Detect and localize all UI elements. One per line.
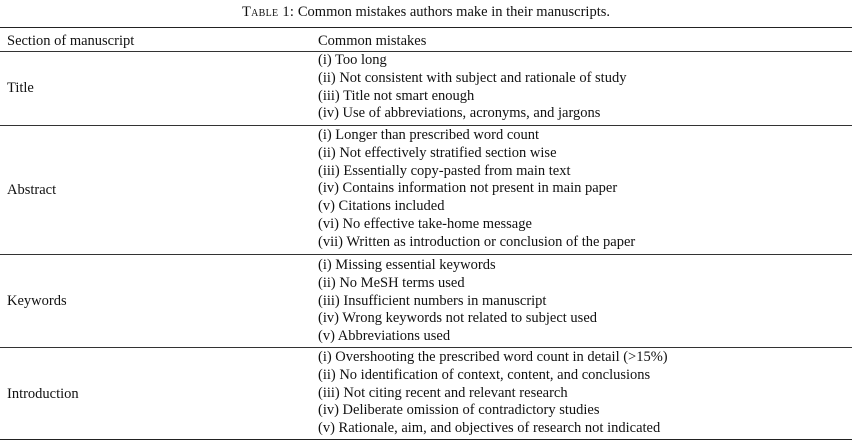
list-item: (i) Missing essential keywords (318, 257, 496, 273)
list-item: (v) Abbreviations used (318, 328, 451, 345)
list-item: (iii) Insufficient numbers in manuscript (318, 292, 547, 309)
bottom-rule (0, 439, 852, 440)
table-caption (0, 3, 852, 21)
header-section: Section of manuscript (7, 33, 135, 49)
section-keywords: Keywords (7, 293, 67, 309)
section-title: Title (7, 80, 34, 96)
list-item: (iv) Wrong keywords not related to subject used (318, 310, 598, 327)
list-item: (iii) Essentially copy-pasted from main text (318, 162, 571, 179)
mistakes-list-introduction (318, 349, 668, 438)
list-item: (iv) Use of abbreviations, acronyms, and jargons (318, 105, 601, 122)
list-item: (iii) Title not smart enough (318, 87, 475, 104)
list-item: (i) Overshooting the prescribed word count in detail (>15%) (318, 349, 668, 365)
row-divider (0, 125, 852, 126)
list-item: (ii) No MeSH terms used (318, 274, 465, 291)
list-item: (i) Longer than prescribed word count (318, 127, 540, 143)
row-divider (0, 254, 852, 255)
header-mistakes: Common mistakes (318, 33, 427, 49)
list-item: (iv) Contains information not present in main paper (318, 180, 618, 197)
list-item: (v) Citations included (318, 198, 445, 215)
mistakes-list-keywords (318, 257, 597, 346)
list-item: (v) Rationale, aim, and objectives of research not indicated (318, 420, 661, 437)
list-item: (ii) Not effectively stratified section wise (318, 144, 557, 161)
list-item: (iii) Not citing recent and relevant research (318, 384, 568, 401)
list-item: (vi) No effective take-home message (318, 215, 532, 232)
table-caption-text: Common mistakes authors make in their manuscripts. (297, 4, 610, 20)
top-rule (0, 27, 852, 28)
table-caption-label: Table 1: (241, 4, 295, 20)
mistakes-list-abstract (318, 127, 635, 252)
list-item: (iv) Deliberate omission of contradictory studies (318, 402, 600, 419)
list-item: (i) Too long (318, 52, 387, 68)
list-item: (ii) No identification of context, content, and conclusions (318, 366, 651, 383)
section-abstract: Abstract (7, 182, 57, 198)
row-divider (0, 347, 852, 348)
list-item: (vii) Written as introduction or conclusion of the paper (318, 233, 636, 250)
list-item: (ii) Not consistent with subject and rationale of study (318, 69, 627, 86)
mistakes-list-title (318, 52, 626, 123)
section-introduction: Introduction (7, 386, 79, 402)
